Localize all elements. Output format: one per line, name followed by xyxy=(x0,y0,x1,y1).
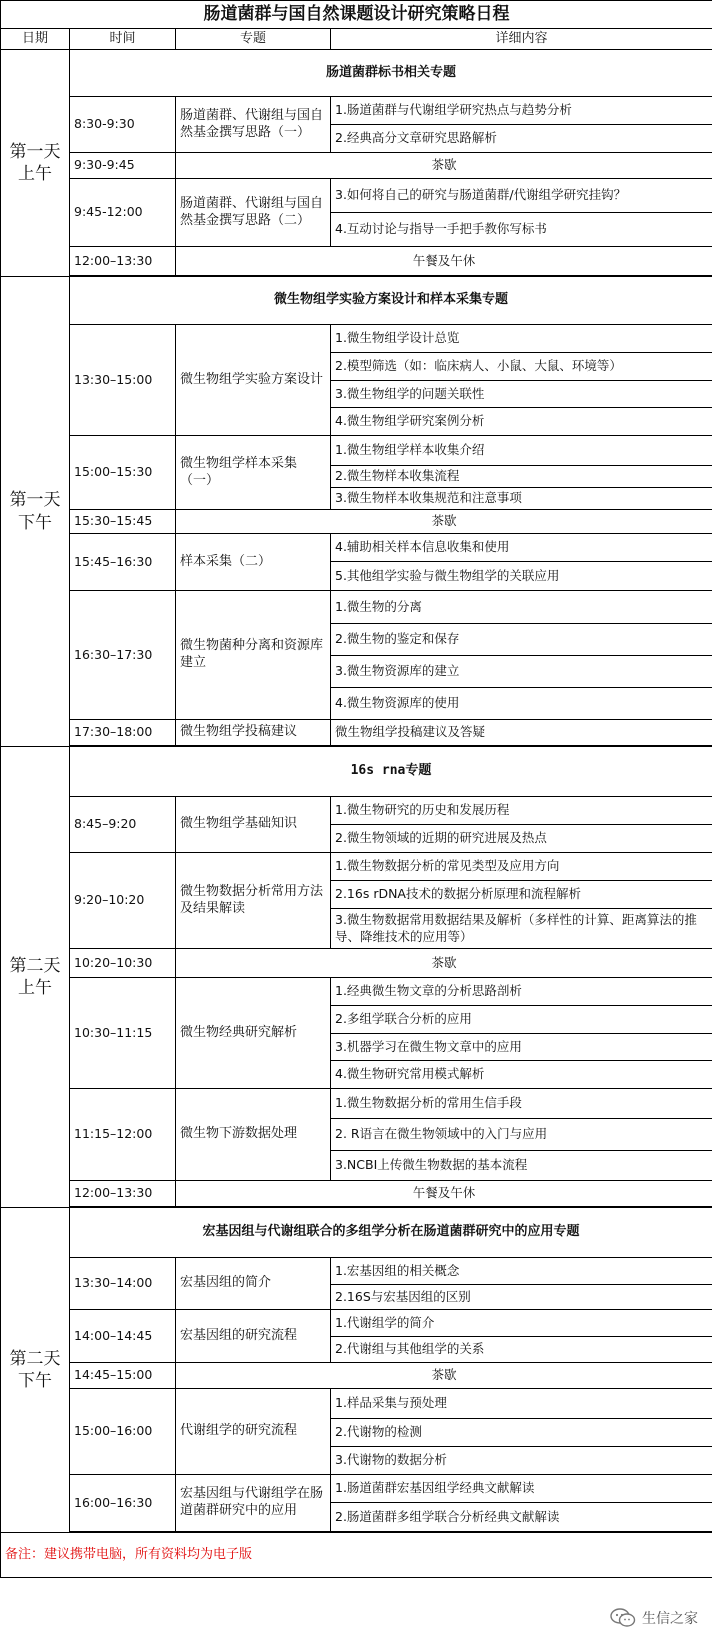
time-cell: 16:30–17:30 xyxy=(70,591,176,720)
table-row xyxy=(1,1389,712,1419)
day-label xyxy=(1,747,70,1208)
time-cell: 11:15–12:00 xyxy=(70,1089,176,1181)
header-time: 时间 xyxy=(70,29,176,50)
detail-cell: 3.微生物组学的问题关联性 xyxy=(331,381,712,408)
detail-cell: 2.微生物的鉴定和保存 xyxy=(331,624,712,656)
topic-cell: 宏基因组与代谢组学在肠道菌群研究中的应用 xyxy=(176,1475,331,1532)
detail-cell: 1.微生物数据分析的常用生信手段 xyxy=(331,1089,712,1119)
break-row xyxy=(1,949,712,978)
section-title: 微生物组学实验方案设计和样本采集专题 xyxy=(70,277,712,325)
header-date: 日期 xyxy=(1,29,70,50)
section-row xyxy=(1,277,712,325)
detail-cell: 1.经典微生物文章的分析思路剖析 xyxy=(331,978,712,1006)
detail-cell: 2.代谢物的检测 xyxy=(331,1419,712,1447)
time-cell: 9:30-9:45 xyxy=(70,153,176,179)
time-cell: 15:30–15:45 xyxy=(70,510,176,534)
table-row xyxy=(1,534,712,562)
table-row xyxy=(1,720,712,746)
header-detail: 详细内容 xyxy=(331,29,712,50)
day-label xyxy=(1,50,70,277)
break-label: 茶歇 xyxy=(176,1363,712,1389)
table-row xyxy=(1,797,712,825)
detail-cell: 1.肠道菌群与代谢组学研究热点与趋势分析 xyxy=(331,97,712,125)
topic-cell: 肠道菌群、代谢组与国自然基金撰写思路（二） xyxy=(176,179,331,247)
detail-cell: 1.微生物组学设计总览 xyxy=(331,325,712,353)
detail-cell: 1.宏基因组的相关概念 xyxy=(331,1258,712,1285)
table-row xyxy=(1,179,712,213)
day-text: 第一天 上午 xyxy=(9,141,61,184)
detail-cell: 2.模型筛选（如：临床病人、小鼠、大鼠、环境等） xyxy=(331,353,712,381)
detail-cell: 1.代谢组学的简介 xyxy=(331,1310,712,1337)
time-cell: 8:45–9:20 xyxy=(70,797,176,853)
detail-cell: 4.微生物资源库的使用 xyxy=(331,688,712,720)
note-text: 备注：建议携带电脑，所有资料均为电子版 xyxy=(1,1533,712,1578)
table-row xyxy=(1,325,712,353)
detail-cell: 1.肠道菌群宏基因组学经典文献解读 xyxy=(331,1475,712,1503)
time-cell: 12:00–13:30 xyxy=(70,1181,176,1207)
detail-cell: 2. R语言在微生物领域中的入门与应用 xyxy=(331,1119,712,1151)
topic-cell: 微生物组学样本采集（一） xyxy=(176,436,331,510)
topic-cell: 微生物数据分析常用方法及结果解读 xyxy=(176,853,331,949)
detail-cell: 2.多组学联合分析的应用 xyxy=(331,1006,712,1034)
detail-cell: 3.如何将自己的研究与肠道菌群/代谢组学研究挂钩？ xyxy=(331,179,712,213)
section-title: 肠道菌群标书相关专题 xyxy=(70,50,712,97)
detail-cell: 2.经典高分文章研究思路解析 xyxy=(331,125,712,153)
topic-cell: 微生物组学投稿建议 xyxy=(176,720,331,746)
topic-cell: 肠道菌群、代谢组与国自然基金撰写思路（一） xyxy=(176,97,331,153)
table-row xyxy=(1,97,712,125)
topic-cell: 微生物经典研究解析 xyxy=(176,978,331,1089)
header-row xyxy=(1,29,712,50)
detail-cell: 2.代谢组与其他组学的关系 xyxy=(331,1337,712,1363)
table-row xyxy=(1,1089,712,1119)
topic-cell: 宏基因组的简介 xyxy=(176,1258,331,1310)
time-cell: 13:30–14:00 xyxy=(70,1258,176,1310)
topic-cell: 微生物下游数据处理 xyxy=(176,1089,331,1181)
detail-cell: 2.微生物样本收集流程 xyxy=(331,466,712,488)
topic-cell: 微生物菌种分离和资源库建立 xyxy=(176,591,331,720)
time-cell: 8:30-9:30 xyxy=(70,97,176,153)
title-row xyxy=(1,1,712,29)
detail-cell: 4.微生物研究常用模式解析 xyxy=(331,1061,712,1089)
topic-cell: 代谢组学的研究流程 xyxy=(176,1389,331,1475)
detail-cell: 3.微生物资源库的建立 xyxy=(331,656,712,688)
break-label: 茶歇 xyxy=(176,153,712,179)
detail-cell: 1.微生物数据分析的常见类型及应用方向 xyxy=(331,853,712,881)
topic-cell: 微生物组学基础知识 xyxy=(176,797,331,853)
detail-cell: 1.微生物的分离 xyxy=(331,591,712,624)
table-row xyxy=(1,853,712,881)
detail-cell: 2.16S与宏基因组的区别 xyxy=(331,1285,712,1310)
break-label: 午餐及午休 xyxy=(176,1181,712,1207)
time-cell: 13:30–15:00 xyxy=(70,325,176,436)
section-title: 宏基因组与代谢组联合的多组学分析在肠道菌群研究中的应用专题 xyxy=(70,1208,712,1258)
time-cell: 17:30–18:00 xyxy=(70,720,176,746)
topic-cell: 宏基因组的研究流程 xyxy=(176,1310,331,1363)
table-row xyxy=(1,1310,712,1337)
table-row xyxy=(1,436,712,466)
detail-cell: 3.微生物数据常用数据结果及解析（多样性的计算、距离算法的推导、降维技术的应用等） xyxy=(331,909,712,949)
table-row xyxy=(1,591,712,624)
time-cell: 10:20–10:30 xyxy=(70,949,176,978)
break-label: 茶歇 xyxy=(176,949,712,978)
detail-cell: 1.微生物组学样本收集介绍 xyxy=(331,436,712,466)
time-cell: 15:00–16:00 xyxy=(70,1389,176,1475)
time-cell: 12:00–13:30 xyxy=(70,247,176,276)
detail-cell: 2.16s rDNA技术的数据分析原理和流程解析 xyxy=(331,881,712,909)
detail-cell: 1.微生物研究的历史和发展历程 xyxy=(331,797,712,825)
detail-cell: 4.互动讨论与指导一手把手教你写标书 xyxy=(331,213,712,247)
detail-cell: 3.微生物样本收集规范和注意事项 xyxy=(331,488,712,510)
detail-cell: 微生物组学投稿建议及答疑 xyxy=(331,720,712,746)
time-cell: 9:20–10:20 xyxy=(70,853,176,949)
time-cell: 14:00–14:45 xyxy=(70,1310,176,1363)
detail-cell: 5.其他组学实验与微生物组学的关联应用 xyxy=(331,562,712,591)
detail-cell: 4.辅助相关样本信息收集和使用 xyxy=(331,534,712,562)
detail-cell: 3.NCBI上传微生物数据的基本流程 xyxy=(331,1151,712,1181)
day-label xyxy=(1,277,70,747)
watermark xyxy=(610,1608,698,1628)
watermark-text: 生信之家 xyxy=(642,1611,698,1627)
time-cell: 16:00–16:30 xyxy=(70,1475,176,1532)
time-cell: 15:45–16:30 xyxy=(70,534,176,591)
table-row xyxy=(1,978,712,1006)
detail-cell: 2.肠道菌群多组学联合分析经典文献解读 xyxy=(331,1503,712,1532)
table-row xyxy=(1,1475,712,1503)
section-row xyxy=(1,1208,712,1258)
time-cell: 15:00–15:30 xyxy=(70,436,176,510)
break-row xyxy=(1,247,712,276)
topic-cell: 微生物组学实验方案设计 xyxy=(176,325,331,436)
detail-cell: 2.微生物领域的近期的研究进展及热点 xyxy=(331,825,712,853)
note-row xyxy=(1,1533,712,1578)
break-row xyxy=(1,153,712,179)
time-cell: 9:45-12:00 xyxy=(70,179,176,247)
break-label: 午餐及午休 xyxy=(176,247,712,276)
break-row xyxy=(1,1363,712,1389)
time-cell: 10:30–11:15 xyxy=(70,978,176,1089)
detail-cell: 3.机器学习在微生物文章中的应用 xyxy=(331,1034,712,1061)
page-title: 肠道菌群与国自然课题设计研究策略日程 xyxy=(1,1,712,29)
section-title: 16s rna专题 xyxy=(70,747,712,797)
detail-cell: 1.样品采集与预处理 xyxy=(331,1389,712,1419)
detail-cell: 3.代谢物的数据分析 xyxy=(331,1447,712,1475)
topic-cell: 样本采集（二） xyxy=(176,534,331,591)
wechat-icon xyxy=(610,1608,636,1628)
header-topic: 专题 xyxy=(176,29,331,50)
day-text: 第二天 上午 xyxy=(9,955,61,998)
day-label xyxy=(1,1208,70,1533)
time-cell: 14:45–15:00 xyxy=(70,1363,176,1389)
section-row xyxy=(1,50,712,97)
detail-cell: 4.微生物组学研究案例分析 xyxy=(331,408,712,436)
day-text: 第一天 下午 xyxy=(9,490,61,533)
table-row xyxy=(1,1258,712,1285)
break-label: 茶歇 xyxy=(176,510,712,534)
day-text: 第二天 下午 xyxy=(9,1348,61,1391)
break-row xyxy=(1,1181,712,1207)
break-row xyxy=(1,510,712,534)
section-row xyxy=(1,747,712,797)
